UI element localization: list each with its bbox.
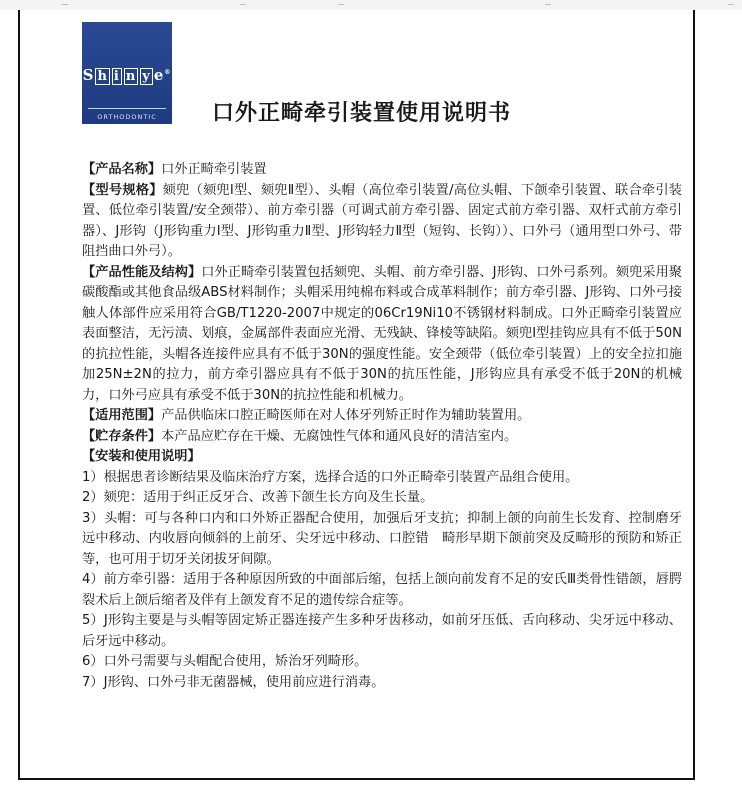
top-mark: [545, 0, 551, 5]
section-heading: 【贮存条件】: [82, 428, 162, 444]
section-storage: [82, 427, 682, 448]
logo-wordmark: S h i n y e®: [82, 66, 172, 84]
section-text: 口外正畸牵引装置包括颏兜、头帽、前方牵引器、J形钩、口外弓系列。颏兜采用聚碳酸酯或其他食品级ABS材料制作；头帽采用纯棉布料或合成革料制作；前方牵引器、J形钩、口外弓接触人体部件应采用符合GB/T1220-2007中规定的06Cr19Ni10不锈钢材料制成。口外正畸牵引装置应表面整洁，无污渍、划痕，金属部件表面应光滑、无残缺、锋棱等缺陷。颏兜Ⅰ型挂钩应具有不低于50N的抗拉性能，头帽各连接件应具有不低于30N的强度性能。安全颈带（低位牵引装置）上的安全拉扣施加25N±2N的拉力，前方牵引器应具有不低于30N的抗压性能，J形钩应具有承受不低于20N的机械力，口外弓应具有承受不低于30N的抗拉性能和机械力。: [82, 264, 683, 403]
top-mark: [240, 0, 246, 5]
usage-item: 5）J形钩主要是与头帽等固定矫正器连接产生多种牙齿移动，如前牙压低、舌向移动、尖牙远中移动、后牙远中移动。: [82, 613, 682, 649]
shinye-logo: [82, 22, 172, 124]
usage-item: 2）颏兜：适用于纠正反牙合、改善下颌生长方向及生长量。: [82, 490, 434, 505]
section-heading: 【适用范围】: [82, 408, 162, 423]
top-mark: [338, 0, 344, 5]
section-scope: [82, 406, 682, 427]
logo-subtitle: ORTHODONTIC: [97, 113, 157, 121]
usage-item: 1）根据患者诊断结果及临床治疗方案，选择合适的口外正畸牵引装置产品组合使用。: [82, 469, 579, 485]
section-heading: 【产品名称】: [82, 162, 162, 177]
section-text: 产品供临床口腔正畸医师在对人体牙列矫正时作为辅助装置用。: [161, 408, 531, 423]
section-usage-heading: [82, 447, 682, 468]
section-product-name: [82, 160, 682, 181]
usage-item: 3）头帽：可与各种口内和口外矫正器配合使用，加强后牙支抗；抑制上颌的向前生长发育、控制磨牙远中移动、内收唇向倾斜的上前牙、尖牙远中移动、口腔错 畸形早期下颌前突及反畸形的预防和矫正等，也可用于切牙关闭拔牙间隙。: [82, 510, 682, 567]
logo-divider: [88, 108, 166, 109]
section-heading: 【安装和使用说明】: [82, 449, 201, 464]
usage-item: 4）前方牵引器：适用于各种原因所致的中面部后缩，包括上颌向前发育不足的安氏Ⅲ类骨性错颌，唇腭裂术后上颌后缩者及伴有上颌发育不足的遗传综合症等。: [82, 572, 682, 608]
top-mark: [62, 0, 68, 5]
section-performance: [82, 263, 682, 407]
document-sheet: [18, 10, 695, 780]
section-text: 颏兜（颏兜Ⅰ型、颏兜Ⅱ型）、头帽（高位牵引装置/高位头帽、下颌牵引装置、联合牵引装置、低位牵引装置/安全颈带）、前方牵引器（可调式前方牵引器、固定式前方牵引器、双杆式前方牵引器）、J形钩（J形钩重力Ⅰ型、J形钩重力Ⅱ型、J形钩轻力Ⅱ型（短钩、长钩））、口外弓（通用型口外弓、带阻挡曲口外弓）。: [82, 182, 682, 259]
usage-item: 6）口外弓需要与头帽配合使用，矫治牙列畸形。: [82, 654, 368, 669]
section-text: 口外正畸牵引装置: [161, 162, 267, 177]
section-heading: 【产品性能及结构】: [82, 264, 202, 280]
top-strip: [0, 0, 742, 10]
document-body: [82, 160, 682, 693]
section-text: 本产品应贮存在干燥、无腐蚀性气体和通风良好的清洁室内。: [161, 428, 518, 444]
section-heading: 【型号规格】: [82, 182, 163, 198]
usage-item: 7）J形钩、口外弓非无菌器械，使用前应进行消毒。: [82, 674, 385, 690]
document-title: 口外正畸牵引装置使用说明书: [212, 101, 512, 126]
section-model: [82, 181, 682, 263]
top-mark: [728, 0, 734, 5]
